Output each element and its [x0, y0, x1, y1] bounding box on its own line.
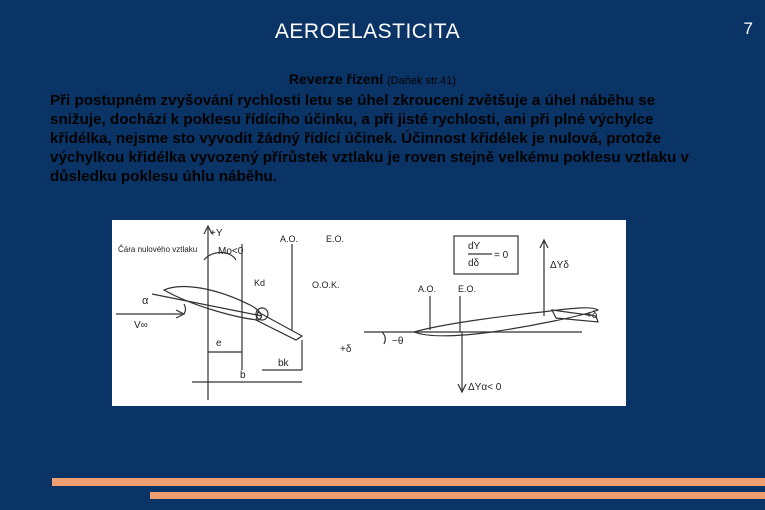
- label-plus-y: +Y: [210, 228, 223, 239]
- label-right-plus-delta: +δ: [586, 310, 598, 321]
- label-b-k: bk: [278, 358, 289, 369]
- label-minus-theta: −θ: [392, 336, 404, 347]
- label-left-ec: E.O.: [326, 234, 345, 244]
- label-kd: Kd: [254, 278, 266, 288]
- subtitle-reference: (Daňek str.41): [386, 75, 457, 87]
- diagram-svg: [112, 220, 626, 406]
- page-number: 7: [743, 19, 753, 38]
- label-right-ac: A.O.: [418, 284, 437, 294]
- aileron-reversal-diagram: [112, 220, 626, 406]
- label-elastic-axis: O.O.K.: [312, 280, 340, 290]
- label-moment: Mo<0: [218, 246, 244, 257]
- body-paragraph: Při postupném zvyšování rychlosti letu se úhel zkroucení zvětšuje a úhel náběhu se snižuje, dochází k poklesu řídícího účinku, a při jisté rychlosti, ani při plné výchylce křidélka, nejsme sto vyvodit žádný řídící účinek. Účinnost křidélek je nulová, protože výchylkou křidélka vyvozený přírůstek vztlaku je roven stejně velkému poklesu vztlaku v důsledku poklesu úhlu náběhu.: [50, 92, 690, 185]
- label-v-inf: V∞: [134, 320, 148, 331]
- label-formula-num: dY: [468, 241, 481, 252]
- slide-title: AEROELASTICITA: [274, 20, 461, 43]
- label-b: b: [240, 370, 246, 381]
- subtitle-heading: Reverze řízení: [288, 71, 384, 87]
- label-formula-rhs: = 0: [494, 250, 509, 261]
- label-delta-y-alpha: ΔYα< 0: [468, 382, 502, 393]
- slide-subtitle: [0, 71, 745, 87]
- accent-bar-bottom: [150, 492, 765, 499]
- label-right-ec: E.O.: [458, 284, 477, 294]
- label-left-plus-delta: +δ: [340, 344, 352, 355]
- label-formula-den: dδ: [468, 258, 480, 269]
- label-delta-y-delta: ΔYδ: [550, 260, 569, 271]
- label-zero-lift-line: Čára nulového vztlaku: [118, 245, 198, 254]
- label-e: e: [216, 338, 222, 349]
- label-left-ac: A.O.: [280, 234, 299, 244]
- label-alpha: α: [142, 295, 149, 307]
- accent-bar-top: [52, 478, 765, 486]
